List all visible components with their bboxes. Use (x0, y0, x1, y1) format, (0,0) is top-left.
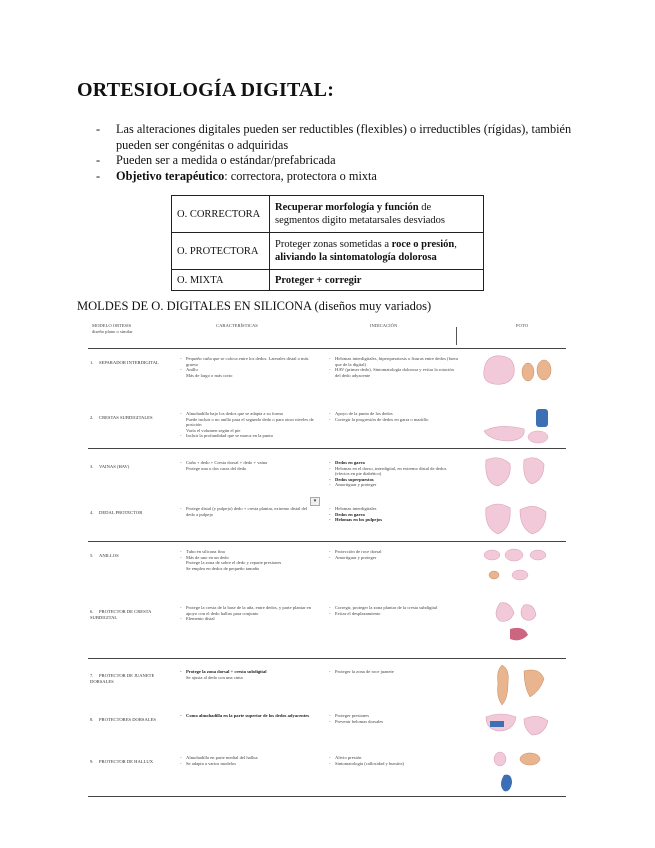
orthosis-photo (480, 500, 560, 544)
characteristic-line: - Incluir la profundidad que se marca en la punta (180, 433, 315, 439)
indication-line: - Helomas en los pulpejos (329, 517, 459, 523)
type-desc-cell (270, 233, 484, 270)
indication-line: - Evitar el desplazamiento (329, 611, 459, 617)
photo-shape (528, 431, 548, 443)
mold-photos (480, 663, 560, 712)
mold-characteristics (180, 755, 315, 766)
chevron-down-icon[interactable]: ▾ (310, 497, 320, 506)
mold-number: 9. (90, 759, 94, 764)
mold-name-text: PROTECTOR DE JUANETE DORSALES (90, 673, 155, 684)
orthosis-photo (480, 663, 560, 707)
desc-bold: roce o presión (391, 239, 455, 250)
mold-photos (480, 599, 560, 648)
mold-characteristics (180, 356, 315, 378)
mold-name (90, 759, 172, 765)
mold-characteristics (180, 549, 315, 571)
mold-name-text: ANILLOS (99, 553, 119, 558)
mold-indication (329, 605, 459, 616)
indication-line: - Helomas en el dorso, interdigital, en extremo distal de dedos (efectos en pie diabético) (329, 466, 459, 477)
mold-photos (480, 405, 560, 454)
desc-text: Proteger zonas sometidas a (275, 239, 392, 250)
mold-number: 2. (90, 415, 94, 420)
photo-shape (524, 716, 548, 735)
mold-indication (329, 549, 459, 560)
type-name-cell: O. CORRECTORA (172, 196, 270, 233)
mold-name-text: CRESTAS SUBDIGITALES (99, 415, 153, 420)
characteristic-line: - Cuña + dedo + Cresta dorsal + dedo + vaina (180, 460, 315, 466)
characteristic-line: - Protege la zona dorsal + cresta subdigital (180, 669, 315, 675)
indication-line: - HAV (primer dedo). Sintomatología dolorosa y evitar la rotación del dedo adyacente (329, 367, 459, 378)
characteristic-line: Protege una o dos caras del dedo (186, 465, 247, 471)
orthosis-photo (480, 749, 560, 793)
photo-shape (489, 571, 499, 579)
mold-number: 3. (90, 464, 94, 469)
photo-shape (520, 753, 540, 765)
mold-name-text: PROTECTOR DE HALLUX (99, 759, 154, 764)
mold-indication (329, 460, 459, 488)
photo-shape (496, 603, 514, 622)
bullet-text: Pueden ser a medida o estándar/prefabricada (116, 153, 336, 167)
mold-photos (480, 749, 560, 798)
bullet-item (96, 153, 576, 169)
bullet-dash: - (96, 122, 101, 136)
characteristic-line: - Se adapta a varios modelos (180, 761, 315, 767)
photo-shape (524, 458, 544, 484)
table-rule (88, 658, 566, 659)
mold-indication (329, 356, 459, 378)
photo-shape (490, 721, 504, 727)
orthosis-photo (480, 543, 560, 587)
mold-name-text: SEPARADOR INTERDIGITAL (99, 360, 159, 365)
photo-shape (522, 363, 534, 381)
mold-photos (480, 350, 560, 399)
table-rule (88, 348, 566, 349)
mold-name-text: VAINAS (HAV) (99, 464, 130, 469)
page-title: ORTESIOLOGÍA DIGITAL: (77, 79, 335, 101)
mold-characteristics (180, 506, 315, 517)
mold-name (90, 415, 172, 421)
indication-line: - Proteger la zona de roce juanete (329, 669, 459, 675)
mold-name (90, 609, 172, 620)
mold-characteristics (180, 411, 315, 439)
indication-line: - Proteger presiones (329, 713, 459, 719)
mold-name (90, 553, 172, 559)
photo-shape (484, 426, 524, 441)
characteristic-line: - Más de uno en un dedo (180, 555, 315, 561)
desc-text: , (454, 239, 457, 250)
orthosis-photo (480, 599, 560, 643)
photo-shape (536, 409, 548, 427)
characteristic-line: Varía el volumen según el pie (186, 427, 241, 433)
indication-line: - Prevenir helomas dorsales (329, 719, 459, 725)
photo-shape (537, 360, 551, 380)
mold-number: 6. (90, 609, 94, 614)
mold-indication (329, 755, 459, 766)
mold-characteristics (180, 460, 315, 471)
indication-line: - Amortiguar y proteger (329, 482, 459, 488)
orthosis-type-table (171, 195, 484, 291)
desc-bold: Proteger + corregir (275, 274, 362, 286)
mold-name (90, 464, 172, 470)
photo-shape (501, 775, 512, 792)
characteristic-line: Se ajusta al dedo con una cinta (186, 674, 243, 680)
photo-shape (524, 670, 544, 697)
mold-name (90, 673, 172, 684)
mold-characteristics (180, 713, 315, 719)
indication-line: - Amortiguar y proteger (329, 555, 459, 561)
photo-shape (520, 506, 546, 534)
characteristic-line: Protege la zona de sobre el dedo y reparte presiones (186, 560, 282, 565)
table-rule (88, 448, 566, 449)
desc-bold: aliviando la sintomatología dolorosa (275, 252, 437, 263)
characteristic-line: - Protege distal (y pulpejo) dedo + cresta plantar, extremo distal del dedo a pulpejo (180, 506, 315, 517)
indication-line: - Sintomatología (callosidad y bursitis) (329, 761, 459, 767)
characteristic-line: - Elemento distal (180, 616, 315, 622)
bullet-item (96, 122, 576, 153)
table-rule (88, 541, 566, 542)
mold-indication (329, 669, 459, 675)
mold-indication (329, 411, 459, 422)
indication-line: - Corregir la progresión de dedos en garra o martillo (329, 417, 459, 423)
indication-line: - Helomas interdigitales (329, 506, 459, 512)
photo-shape (521, 605, 536, 621)
mold-photos (480, 454, 560, 503)
desc-bold: Recuperar morfología y función (275, 202, 419, 213)
photo-shape (486, 458, 511, 486)
mold-number: 4. (90, 510, 94, 515)
header-model: MODELO ORTESIS diseño plano o similar (92, 323, 133, 334)
characteristic-line: Puede incluir o no anillo para el segundo dedo o para otros niveles de posición (186, 416, 314, 427)
photo-shape (505, 549, 523, 561)
section-subtitle: MOLDES DE O. DIGITALES EN SILICONA (diseños muy variados) (77, 299, 432, 313)
indication-line: - Apoyo de la punta de los dedos (329, 411, 459, 417)
mold-indication (329, 506, 459, 523)
bullet-text: : correctora, protectora o mixta (224, 168, 377, 183)
indication-line: - Dedos en garra (329, 512, 459, 518)
characteristic-line: - Tubo en silicona fina (180, 549, 315, 555)
photo-shape (484, 356, 515, 385)
bullet-list (96, 122, 576, 184)
table-row (172, 233, 484, 270)
type-desc-cell (270, 270, 484, 291)
characteristic-line: - Anillo (180, 367, 315, 373)
type-name-cell: O. MIXTA (172, 270, 270, 291)
indication-line: - Dedos en garra (329, 460, 459, 466)
characteristic-line: - Protege la cresta de la base de la uña, entre dedos, y parte plantar en apoyo con el dedo hallux para conjunto (180, 605, 315, 616)
mold-characteristics (180, 605, 315, 622)
desc-text: de segmentos digito metatarsales desviados (275, 202, 446, 226)
indication-line: - Corregir, proteger la zona plantar de la cresta subdigital (329, 605, 459, 611)
table-row (172, 270, 484, 291)
photo-shape (512, 570, 528, 580)
mold-name (90, 510, 172, 516)
characteristic-line: - Almohadilla bajo los dedos que se adapta a su forma (180, 411, 315, 417)
orthosis-photo (480, 707, 560, 751)
header-indication: INDICACIÓN (370, 323, 398, 328)
photo-shape (484, 550, 500, 560)
bullet-text: Las alteraciones digitales pueden ser reductibles (flexibles) o irreductibles (rígidas), también pueden ser congénitas o adquiridas (116, 122, 572, 152)
orthosis-photo (480, 405, 560, 449)
orthosis-photo (480, 454, 560, 498)
mold-indication (329, 713, 459, 724)
characteristic-line: Se emplea en dedos de pequeño tamaño (186, 565, 260, 571)
photo-shape (494, 752, 506, 766)
photo-shape (486, 504, 511, 534)
silicone-molds-table (88, 323, 566, 796)
mold-number: 1. (90, 360, 94, 365)
characteristic-line: - Como almohadilla en la parte superior de los dedos adyacentes (180, 713, 315, 719)
mold-name-text: DEDAL PROTECTOR (99, 510, 143, 515)
orthosis-photo (480, 350, 560, 394)
type-desc-cell (270, 196, 484, 233)
mold-name (90, 360, 172, 366)
characteristic-line: - Pequeño cuña que se coloca entre los dedos. Laterales distal o más grueso (180, 356, 315, 367)
indication-line: - Dedos superpuestos (329, 477, 459, 483)
mold-characteristics (180, 669, 315, 680)
table-rule (88, 796, 566, 797)
mold-number: 5. (90, 553, 94, 558)
bullet-bold-text: Objetivo terapéutico (116, 168, 225, 183)
characteristic-line: Más de largo o más corto (186, 372, 233, 378)
column-divider (456, 327, 457, 345)
bullet-dash: - (96, 168, 101, 183)
mold-name-text: PROTECTOR DE CRESTA SUBDIGITAL (90, 609, 152, 620)
photo-shape (530, 550, 546, 560)
photo-shape (510, 628, 528, 640)
bullet-item (96, 169, 576, 185)
mold-number: 8. (90, 717, 94, 722)
indication-line: - Alivio presión (329, 755, 459, 761)
bullet-dash: - (96, 153, 101, 167)
header-photo: FOTO (516, 323, 528, 328)
type-name-cell: O. PROTECTORA (172, 233, 270, 270)
mold-photos (480, 543, 560, 592)
mold-name (90, 717, 172, 723)
mold-number: 7. (90, 673, 94, 678)
indication-line: - Protección de roce dorsal (329, 549, 459, 555)
table-row (172, 196, 484, 233)
characteristic-line: - Almohadilla en parte medial del hallux (180, 755, 315, 761)
mold-name-text: PROTECTORES DORSALES (99, 717, 156, 722)
header-characteristics: CARACTERÍSTICAS (216, 323, 258, 328)
photo-shape (498, 665, 509, 705)
indication-line: - Helomas interdigitales, hiperqueratosis o fisuras entre dedos (fuera que de la digital) (329, 356, 459, 367)
